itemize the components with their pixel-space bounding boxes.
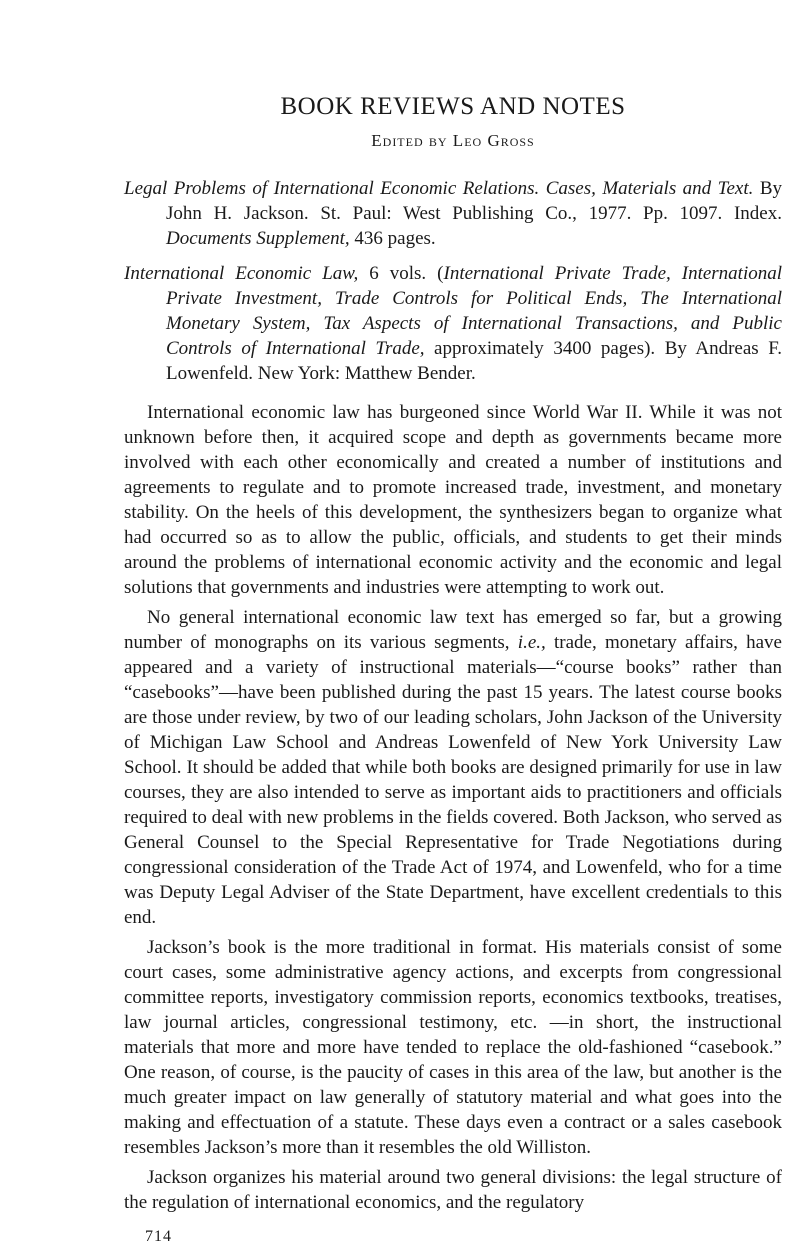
section-title: BOOK REVIEWS AND NOTES	[280, 93, 626, 120]
page	[124, 0, 782, 1220]
paragraph-1: International economic law has burgeoned since World War II. While it was not unknown before then, it acquired scope and depth as governments became more involved with each other economically and created a number of institutions and agreements to regulate and to promote increased trade, investment, and monetary stability. On the heels of this development, the synthesizers began to organize what had occurred so as to allow the public, officials, and students to get their minds around the problems of international economic activity and the economic and legal solutions that governments and industries were attempting to work out.	[124, 402, 782, 598]
citation-jackson	[124, 176, 782, 251]
citation-lowenfeld-vols: 6 vols. (	[358, 263, 444, 284]
book-citations	[124, 176, 782, 386]
citation-jackson-supplement: Documents Supplement,	[166, 228, 350, 249]
review-body	[124, 400, 782, 1215]
citation-lowenfeld	[124, 261, 782, 386]
page-number: 714	[145, 1228, 172, 1245]
paragraph-2	[124, 605, 782, 930]
paragraph-4: Jackson organizes his material around two general divisions: the legal structure of the regulation of international economics, and the regulatory	[124, 1167, 782, 1213]
citation-jackson-title: Legal Problems of International Economic Relations. Cases, Materials and Text.	[124, 178, 754, 199]
paragraph-3: Jackson’s book is the more traditional in format. His materials consist of some court cases, some administrative agency actions, and excerpts from congressional committee reports, investigatory commission reports, economics textbooks, treatises, law journal articles, congressional testimony, etc. —in short, the instructional materials that more and more have tended to replace the old-fashioned “casebook.” One reason, of course, is the paucity of cases in this area of the law, but another is the much greater impact on law generally of statutory material and what goes into the making and effectuation of a statute. These days even a contract or a sales casebook resembles Jackson’s more than it resembles the old Williston.	[124, 937, 782, 1158]
paragraph-2-part-a: No general international economic law text has emerged so far, but a growing number of monographs on its various segments,	[124, 607, 782, 653]
citation-lowenfeld-title: International Economic Law,	[124, 263, 359, 284]
citation-jackson-publication: By John H. Jackson. St. Paul: West Publishing Co., 1977. Pp. 1097. Index.	[166, 178, 782, 224]
paragraph-2-ie: i.e.,	[517, 632, 546, 653]
citation-jackson-pages: 436 pages.	[349, 228, 436, 249]
editor-line: Edited by Leo Gross	[371, 131, 535, 150]
citation-lowenfeld-publication: approximately 3400 pages). By Andreas F. Lowenfeld. New York: Matthew Bender.	[166, 338, 782, 384]
paragraph-2-part-b: trade, monetary affairs, have appeared and a variety of instructional materials—“course books” rather than “casebooks”—have been published during the past 15 years. The latest course books are those under review, by two of our leading scholars, John Jackson of the University of Michigan Law School and Andreas Lowenfeld of New York University Law School. It should be added that while both books are designed primarily for use in law courses, they are also intended to serve as important aids to practitioners and officials required to deal with new problems in the fields covered. Both Jackson, who served as General Counsel to the Special Representative for Trade Negotiations during congressional consideration of the Trade Act of 1974, and Lowenfeld, who for a time was Deputy Legal Adviser of the State Department, have excellent credentials to this end.	[124, 632, 782, 928]
citation-lowenfeld-subtitles: International Private Trade, International Private Investment, Trade Controls for Political Ends, The International Monetary System, Tax Aspects of International Transactions, and Public Controls of International Trade,	[166, 263, 783, 359]
